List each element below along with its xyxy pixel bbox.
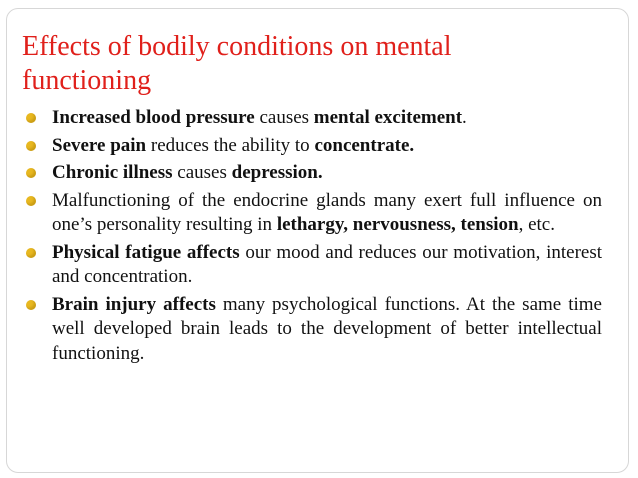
title-line-2: functioning xyxy=(22,65,152,96)
bullet-item xyxy=(22,161,602,186)
bullet-item xyxy=(22,293,602,367)
bullet-text: many psychological functions. At the same time well developed brain leads to the development of better intellectual functioning. xyxy=(52,293,602,364)
bullet-dot-icon xyxy=(26,168,36,178)
bullet-dot-icon xyxy=(26,113,36,123)
bullet-text: Malfunctioning of the endocrine glands many exert full influence on one’s personality resulting in xyxy=(52,189,602,235)
bullet-item xyxy=(22,241,602,290)
bullet-text: our mood and reduces our motivation, interest and concentration. xyxy=(52,241,603,287)
bullet-list xyxy=(22,106,602,369)
bullet-item xyxy=(22,134,602,159)
bullet-text-bold: Chronic illness xyxy=(52,162,173,183)
title-line-1: Effects of bodily conditions on mental xyxy=(22,31,452,62)
bullet-text-bold: Brain injury affects xyxy=(52,293,216,315)
bullet-dot-icon xyxy=(26,141,36,151)
bullet-dot-icon xyxy=(26,248,36,258)
bullet-dot-icon xyxy=(26,196,36,206)
bullet-text-bold: mental excitement xyxy=(313,107,463,128)
bullet-item xyxy=(22,189,602,238)
bullet-item xyxy=(22,106,602,131)
bullet-text-bold: Increased blood pressure xyxy=(52,107,255,128)
bullet-text-bold: concentrate. xyxy=(314,134,415,156)
slide-title xyxy=(22,30,582,98)
bullet-dot-icon xyxy=(26,300,36,310)
bullet-text: causes xyxy=(172,162,232,183)
bullet-text: . xyxy=(462,107,467,128)
bullet-text-bold: Physical fatigue affects xyxy=(52,241,240,263)
bullet-text-bold: Severe pain xyxy=(52,134,147,156)
bullet-text-bold: depression. xyxy=(231,162,323,183)
bullet-text: , etc. xyxy=(518,214,555,235)
bullet-text: reduces the ability to xyxy=(146,134,315,156)
bullet-text: causes xyxy=(254,107,314,128)
bullet-text-bold: lethargy, nervousness, tension xyxy=(276,214,519,235)
